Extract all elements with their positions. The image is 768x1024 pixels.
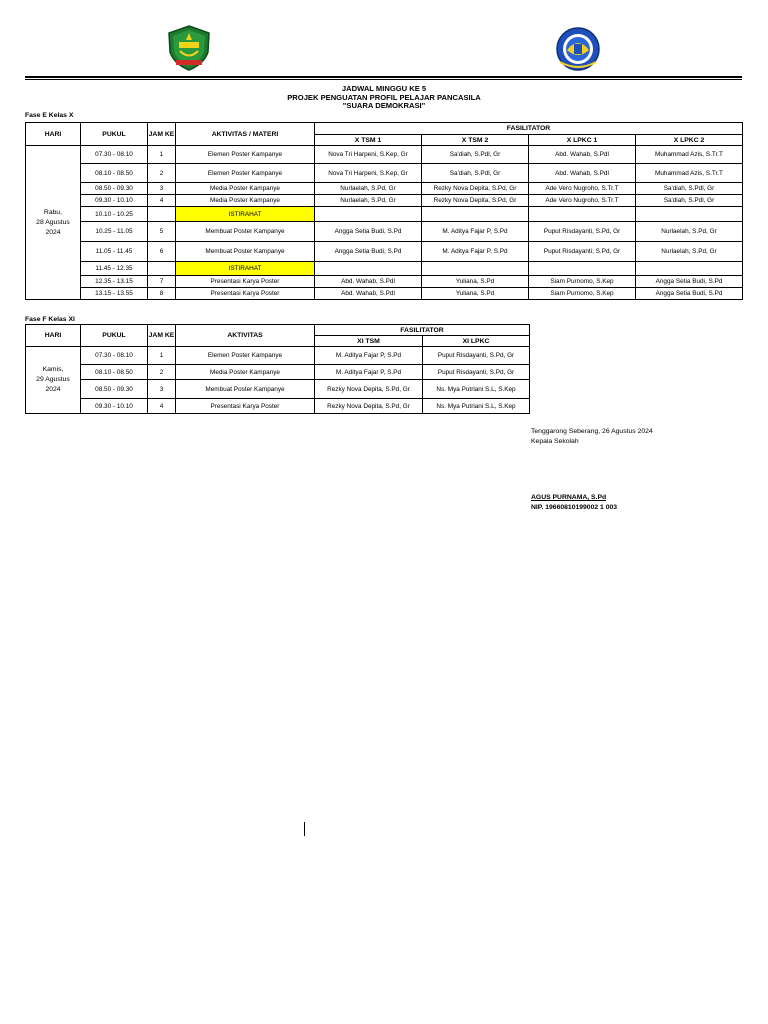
facilitator-cell: Sa'diah, S.Pdl, Gr — [422, 164, 529, 183]
day-line: 2024 — [45, 386, 61, 393]
header-rule-thin — [25, 79, 742, 80]
day-cell — [26, 146, 81, 300]
table-row — [26, 242, 743, 262]
jam-cell: 4 — [148, 195, 176, 207]
jam-cell: 5 — [148, 222, 176, 242]
jam-cell: 1 — [148, 347, 176, 365]
activity-cell: ISTIRAHAT — [176, 207, 315, 222]
schedule-table-fase-f — [25, 324, 530, 414]
header-class: XI LPKC — [423, 336, 530, 347]
activity-cell: Presentasi Karya Poster — [176, 276, 315, 288]
facilitator-cell: Angga Setia Budi, S.Pd — [315, 242, 422, 262]
header-class: X LPKC 1 — [529, 135, 636, 146]
header-class: X TSM 2 — [422, 135, 529, 146]
activity-cell: Media Poster Kampanye — [176, 195, 315, 207]
jam-cell: 4 — [148, 399, 176, 414]
facilitator-cell: Angga Setia Budi, S.Pd — [636, 276, 743, 288]
time-cell: 08.10 - 08.50 — [81, 164, 148, 183]
time-cell: 10.25 - 11.05 — [81, 222, 148, 242]
jam-cell: 3 — [148, 380, 176, 399]
time-cell: 12.35 - 13.15 — [81, 276, 148, 288]
jam-cell — [148, 207, 176, 222]
facilitator-cell: Nova Tri Harpeni, S.Kep, Gr — [315, 164, 422, 183]
facilitator-cell: Rezky Nova Depita, S.Pd, Gr — [422, 183, 529, 195]
time-cell: 13.15 - 13.55 — [81, 288, 148, 300]
facilitator-cell: Sa'diah, S.Pdl, Gr — [636, 183, 743, 195]
facilitator-cell: Sa'diah, S.Pdl, Gr — [422, 146, 529, 164]
time-cell: 10.10 - 10.25 — [81, 207, 148, 222]
facilitator-cell — [315, 207, 422, 222]
day-line: Kamis, — [42, 366, 64, 373]
table-row — [26, 222, 743, 242]
regency-emblem-icon — [166, 24, 212, 72]
header-class: X TSM 1 — [315, 135, 422, 146]
facilitator-cell: Ade Vero Nugroho, S.Tr.T — [529, 195, 636, 207]
facilitator-cell: Muhammad Azis, S.Tr.T — [636, 164, 743, 183]
facilitator-cell: Abd. Wahab, S.Pdl — [315, 276, 422, 288]
activity-cell: Elemen Poster Kampanye — [176, 146, 315, 164]
title-line-3: "SUARA DEMOKRASI" — [342, 101, 426, 111]
facilitator-cell: M. Aditya Fajar P, S.Pd — [422, 222, 529, 242]
header-aktivitas: AKTIVITAS / MATERI — [176, 123, 315, 146]
facilitator-cell — [636, 262, 743, 276]
time-cell: 08.50 - 09.30 — [81, 380, 148, 399]
facilitator-cell: Puput Risdayanti, S.Pd, Gr — [423, 347, 530, 365]
facilitator-cell: Yuliana, S.Pd — [422, 276, 529, 288]
section-label-fase-f: Fase F Kelas XI — [25, 316, 75, 323]
facilitator-cell: Nurlaelah, S.Pd, Gr — [315, 195, 422, 207]
facilitator-cell: M. Aditya Fajar P, S.Pd — [315, 365, 423, 380]
activity-cell: Media Poster Kampanye — [176, 365, 315, 380]
jam-cell: 7 — [148, 276, 176, 288]
facilitator-cell — [529, 207, 636, 222]
activity-cell: Presentasi Karya Poster — [176, 288, 315, 300]
table-row — [26, 288, 743, 300]
jam-cell: 2 — [148, 164, 176, 183]
day-line: 2024 — [45, 228, 61, 236]
facilitator-cell: Nurlaelah, S.Pd, Gr — [315, 183, 422, 195]
table-row — [26, 164, 743, 183]
signature-name: AGUS PURNAMA, S.Pd — [531, 494, 607, 501]
title-line-1: JADWAL MINGGU KE 5 — [341, 84, 427, 93]
facilitator-cell: Ns. Mya Putriani S.L, S.Kep — [423, 399, 530, 414]
facilitator-cell: Rezky Nova Depita, S.Pd, Gr — [422, 195, 529, 207]
header-class: XI TSM — [315, 336, 423, 347]
facilitator-cell — [636, 207, 743, 222]
text-cursor — [304, 822, 305, 836]
header-hari: HARI — [26, 123, 81, 146]
facilitator-cell: Abd. Wahab, S.Pdl — [315, 288, 422, 300]
title-line-2: PROJEK PENGUATAN PROFIL PELAJAR PANCASILA — [287, 92, 481, 102]
header-jam-ke: JAM KE — [148, 123, 176, 146]
table-row — [26, 399, 530, 414]
facilitator-cell: Sa'diah, S.Pdl, Gr — [636, 195, 743, 207]
activity-cell: Media Poster Kampanye — [176, 183, 315, 195]
activity-cell: ISTIRAHAT — [176, 262, 315, 276]
facilitator-cell — [315, 262, 422, 276]
facilitator-cell: Abd. Wahab, S.Pdl — [529, 164, 636, 183]
activity-cell: Membuat Poster Kampanye — [176, 242, 315, 262]
jam-cell: 1 — [148, 146, 176, 164]
document-title — [0, 85, 768, 111]
signature-role: Kepala Sekolah — [531, 438, 579, 445]
facilitator-cell: M. Aditya Fajar P, S.Pd — [422, 242, 529, 262]
facilitator-cell: Puput Risdayanti, S.Pd, Gr — [423, 365, 530, 380]
header-aktivitas: AKTIVITAS — [176, 325, 315, 347]
facilitator-cell: Nurlaelah, S.Pd, Gr — [636, 222, 743, 242]
header-pukul: PUKUL — [81, 325, 148, 347]
jam-cell — [148, 262, 176, 276]
table-row — [26, 347, 530, 365]
table-row — [26, 183, 743, 195]
jam-cell: 8 — [148, 288, 176, 300]
header-hari: HARI — [26, 325, 81, 347]
signature-name-block — [531, 493, 617, 513]
jam-cell: 3 — [148, 183, 176, 195]
facilitator-cell: Angga Setia Budi, S.Pd — [636, 288, 743, 300]
facilitator-cell: Puput Risdayanti, S.Pd, Gr — [529, 242, 636, 262]
time-cell: 08.10 - 08.50 — [81, 365, 148, 380]
time-cell: 09.30 - 10.10 — [81, 399, 148, 414]
signature-block — [531, 427, 653, 447]
facilitator-cell: Rezky Nova Depita, S.Pd, Gr — [315, 399, 423, 414]
facilitator-cell: Muhammad Azis, S.Tr.T — [636, 146, 743, 164]
day-cell — [26, 347, 81, 414]
header-fasilitator: FASILITATOR — [315, 325, 530, 336]
facilitator-cell: Nurlaelah, S.Pd, Gr — [636, 242, 743, 262]
section-label-fase-e: Fase E Kelas X — [25, 112, 74, 119]
facilitator-cell: Angga Setia Budi, S.Pd — [315, 222, 422, 242]
activity-cell: Elemen Poster Kampanye — [176, 164, 315, 183]
facilitator-cell: M. Aditya Fajar P, S.Pd — [315, 347, 423, 365]
day-line: 29 Agustus — [36, 376, 70, 383]
table-row — [26, 146, 743, 164]
table-row — [26, 365, 530, 380]
time-cell: 11.05 - 11.45 — [81, 242, 148, 262]
facilitator-cell — [529, 262, 636, 276]
header-pukul: PUKUL — [81, 123, 148, 146]
time-cell: 07.30 - 08.10 — [81, 146, 148, 164]
facilitator-cell — [422, 207, 529, 222]
facilitator-cell: Nova Tri Harpeni, S.Kep, Gr — [315, 146, 422, 164]
table-row — [26, 207, 743, 222]
time-cell: 11.45 - 12.35 — [81, 262, 148, 276]
activity-cell: Membuat Poster Kampanye — [176, 222, 315, 242]
header-fasilitator: FASILITATOR — [315, 123, 743, 135]
activity-cell: Elemen Poster Kampanye — [176, 347, 315, 365]
header-rule — [25, 76, 742, 78]
facilitator-cell: Rezky Nova Depita, S.Pd, Gr — [315, 380, 423, 399]
header-jam-ke: JAM KE — [148, 325, 176, 347]
day-line: Rabu, — [43, 208, 63, 216]
facilitator-cell: Siam Purnomo, S.Kep — [529, 288, 636, 300]
table-row — [26, 276, 743, 288]
facilitator-cell: Siam Purnomo, S.Kep — [529, 276, 636, 288]
facilitator-cell: Ade Vero Nugroho, S.Tr.T — [529, 183, 636, 195]
jam-cell: 2 — [148, 365, 176, 380]
table-row — [26, 195, 743, 207]
activity-cell: Presentasi Karya Poster — [176, 399, 315, 414]
facilitator-cell: Yuliana, S.Pd — [422, 288, 529, 300]
activity-cell: Membuat Poster Kampanye — [176, 380, 315, 399]
table-row — [26, 380, 530, 399]
school-emblem-icon — [553, 26, 603, 72]
schedule-table-fase-e — [25, 122, 743, 300]
facilitator-cell — [422, 262, 529, 276]
time-cell: 07.30 - 08.10 — [81, 347, 148, 365]
table-row — [26, 262, 743, 276]
jam-cell: 6 — [148, 242, 176, 262]
time-cell: 09.30 - 10.10 — [81, 195, 148, 207]
time-cell: 08.50 - 09.30 — [81, 183, 148, 195]
facilitator-cell: Ns. Mya Putriani S.L, S.Kep — [423, 380, 530, 399]
header-class: X LPKC 2 — [636, 135, 743, 146]
facilitator-cell: Puput Risdayanti, S.Pd, Gr — [529, 222, 636, 242]
signature-place-date: Tenggarong Seberang, 26 Agustus 2024 — [531, 428, 653, 435]
facilitator-cell: Abd. Wahab, S.Pdl — [529, 146, 636, 164]
day-line: 28 Agustus — [36, 218, 70, 226]
signature-nip: NIP. 19660810199002 1 003 — [531, 504, 618, 511]
